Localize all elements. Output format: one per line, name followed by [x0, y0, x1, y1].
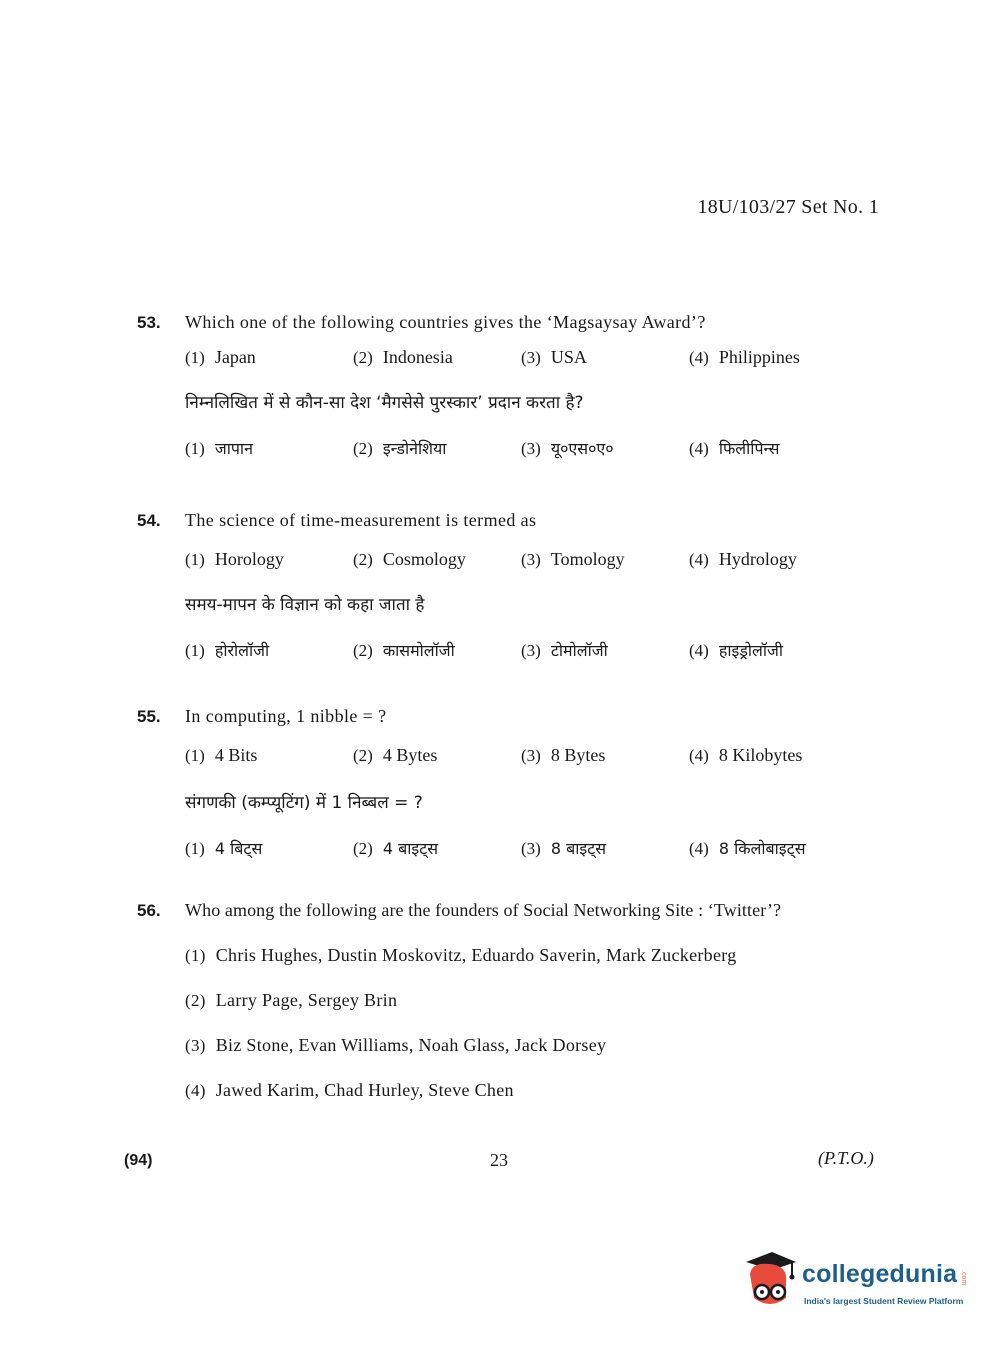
- options-en: [185, 549, 897, 570]
- option: (1) 4 बिट्स: [185, 839, 263, 858]
- option: (4) फिलीपिन्स: [689, 439, 780, 458]
- question-text-en: Which one of the following countries gives the ‘Magsaysay Award’?: [185, 312, 706, 332]
- question-text-en: Who among the following are the founders of Social Networking Site : ‘Twitter’?: [185, 900, 782, 920]
- option: (4) हाइड्रोलॉजी: [689, 641, 784, 660]
- option: (4) Hydrology: [689, 549, 797, 569]
- option: (4) 8 Kilobytes: [689, 745, 803, 765]
- question-text-hi: निम्नलिखित में से कौन-सा देश ‘मैगसेसे पुरस्कार’ प्रदान करता है?: [185, 393, 584, 413]
- brand-domain: .com: [960, 1270, 967, 1286]
- question-54: [137, 510, 897, 661]
- option: (2) 4 Bytes: [353, 745, 438, 765]
- option: (4) Philippines: [689, 347, 800, 367]
- option: (2) कासमोलॉजी: [353, 641, 455, 660]
- option: (2) Larry Page, Sergey Brin: [185, 990, 398, 1010]
- paper-code: (94): [124, 1152, 153, 1169]
- set-number: 18U/103/27 Set No. 1: [697, 196, 879, 218]
- student-mascot-icon: [742, 1248, 798, 1312]
- options-hi: [185, 639, 897, 661]
- brand-tagline: India's largest Student Review Platform: [804, 1296, 964, 1306]
- option: (3) USA: [521, 347, 587, 367]
- question-number: 53.: [137, 313, 161, 332]
- option: (4) Jawed Karim, Chad Hurley, Steve Chen: [185, 1080, 514, 1100]
- question-text-en: In computing, 1 nibble = ?: [185, 706, 387, 726]
- options-en: [185, 745, 897, 766]
- option: (4) 8 किलोबाइट्स: [689, 839, 806, 858]
- options-hi: [185, 437, 897, 459]
- option: (3) यू०एस०ए०: [521, 439, 614, 458]
- question-number: 55.: [137, 707, 161, 726]
- option: (3) Tomology: [521, 549, 625, 569]
- question-55: [137, 706, 897, 859]
- question-text-hi: समय-मापन के विज्ञान को कहा जाता है: [185, 595, 425, 615]
- option: (1) Japan: [185, 347, 256, 367]
- option: (3) 8 बाइट्स: [521, 839, 607, 858]
- brand-name: collegedunia: [802, 1260, 958, 1288]
- question-number: 54.: [137, 511, 161, 530]
- option: (3) 8 Bytes: [521, 745, 606, 765]
- question-53: [137, 312, 897, 459]
- option: (3) Biz Stone, Evan Williams, Noah Glass, Jack Dorsey: [185, 1035, 607, 1055]
- brand-watermark: [742, 1248, 972, 1318]
- page-number: 23: [490, 1150, 508, 1170]
- option: (2) इन्डोनेशिया: [353, 439, 447, 458]
- option: (1) जापान: [185, 439, 253, 458]
- pto-label: (P.T.O.): [818, 1148, 874, 1168]
- option: (1) Horology: [185, 549, 284, 569]
- option: (1) Chris Hughes, Dustin Moskovitz, Eduardo Saverin, Mark Zuckerberg: [185, 945, 737, 965]
- question-text-hi: संगणकी (कम्प्यूटिंग) में 1 निब्बल = ?: [185, 793, 423, 813]
- option: (1) होरोलॉजी: [185, 641, 270, 660]
- option: (1) 4 Bits: [185, 745, 258, 765]
- option: (2) 4 बाइट्स: [353, 839, 439, 858]
- option: (2) Indonesia: [353, 347, 453, 367]
- question-56: [137, 900, 897, 1101]
- question-text-en: The science of time-measurement is termed as: [185, 510, 537, 530]
- option: (3) टोमोलॉजी: [521, 641, 608, 660]
- options-hi: [185, 837, 897, 859]
- option: (2) Cosmology: [353, 549, 466, 569]
- options-en: [185, 347, 897, 368]
- question-number: 56.: [137, 901, 161, 920]
